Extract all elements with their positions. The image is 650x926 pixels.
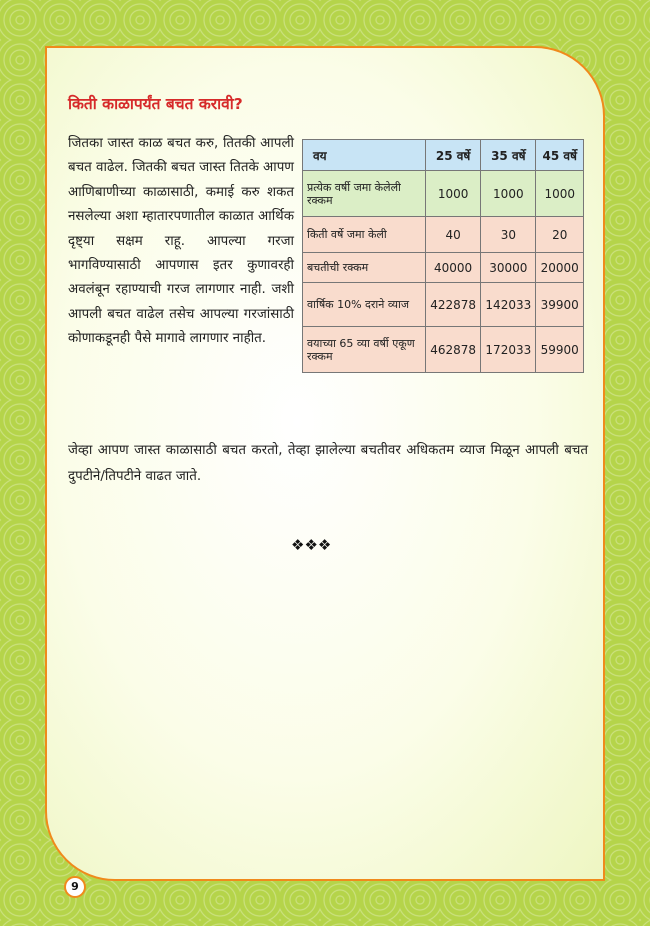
table-cell: 1000 <box>481 171 536 217</box>
intro-paragraph: जितका जास्त काळ बचत करु, तितकी आपली बचत वाढेल. जितकी बचत जास्त तितके आपण आणिबाणीच्या काळासाठी, कमाई करु शकत नसलेल्या अशा म्हातारपणातील काळात आर्थिक दृष्ट्या सक्षम राहू. आपल्या गरजा भागविण्यासाठी आपणास इतर कुणावरही अवलंबून रहाण्याची गरज लागणार नाही. जशी आपली बचत वाढेल तसेच आपल्या गरजांसाठी कोणाकडूनही पैसे मागावे लागणार नाहीत. <box>68 136 294 347</box>
table-cell: 40 <box>426 217 481 253</box>
table-header-cell: वय <box>303 140 426 171</box>
table-header-cell: 35 वर्षे <box>481 140 536 171</box>
table-row <box>303 217 584 253</box>
table-cell: 20000 <box>536 253 584 283</box>
table-row <box>303 327 584 373</box>
table-cell: 39900 <box>536 283 584 327</box>
table-cell: 142033 <box>481 283 536 327</box>
table-cell: 1000 <box>536 171 584 217</box>
row-label: प्रत्येक वर्षी जमा केलेली रक्कम <box>303 171 426 217</box>
row-label: बचतीची रक्कम <box>303 253 426 283</box>
savings-table <box>302 139 584 373</box>
table-cell: 422878 <box>426 283 481 327</box>
table-header-row <box>303 140 584 171</box>
table-cell: 30 <box>481 217 536 253</box>
table-cell: 40000 <box>426 253 481 283</box>
row-label: किती वर्षे जमा केली <box>303 217 426 253</box>
table-row <box>303 171 584 217</box>
conclusion-paragraph: जेव्हा आपण जास्त काळासाठी बचत करतो, तेव्हा झालेल्या बचतीवर अधिकतम व्याज मिळून आपली बचत दुपटीने/तिपटीने वाढत जाते. <box>68 443 588 484</box>
table-row <box>303 253 584 283</box>
table-cell: 20 <box>536 217 584 253</box>
section-heading: किती काळापर्यंत बचत करावी? <box>68 95 243 113</box>
row-label: वार्षिक 10% दराने व्याज <box>303 283 426 327</box>
table-cell: 30000 <box>481 253 536 283</box>
table-header-cell: 25 वर्षे <box>426 140 481 171</box>
table-cell: 59900 <box>536 327 584 373</box>
table-cell: 462878 <box>426 327 481 373</box>
row-label: वयाच्या 65 व्या वर्षी एकूण रक्कम <box>303 327 426 373</box>
diamond-ornament-icon: ❖❖❖ <box>291 536 332 554</box>
table-header-cell: 45 वर्षे <box>536 140 584 171</box>
page-number: 9 <box>64 876 86 898</box>
table-row <box>303 283 584 327</box>
table-cell: 172033 <box>481 327 536 373</box>
table-cell: 1000 <box>426 171 481 217</box>
